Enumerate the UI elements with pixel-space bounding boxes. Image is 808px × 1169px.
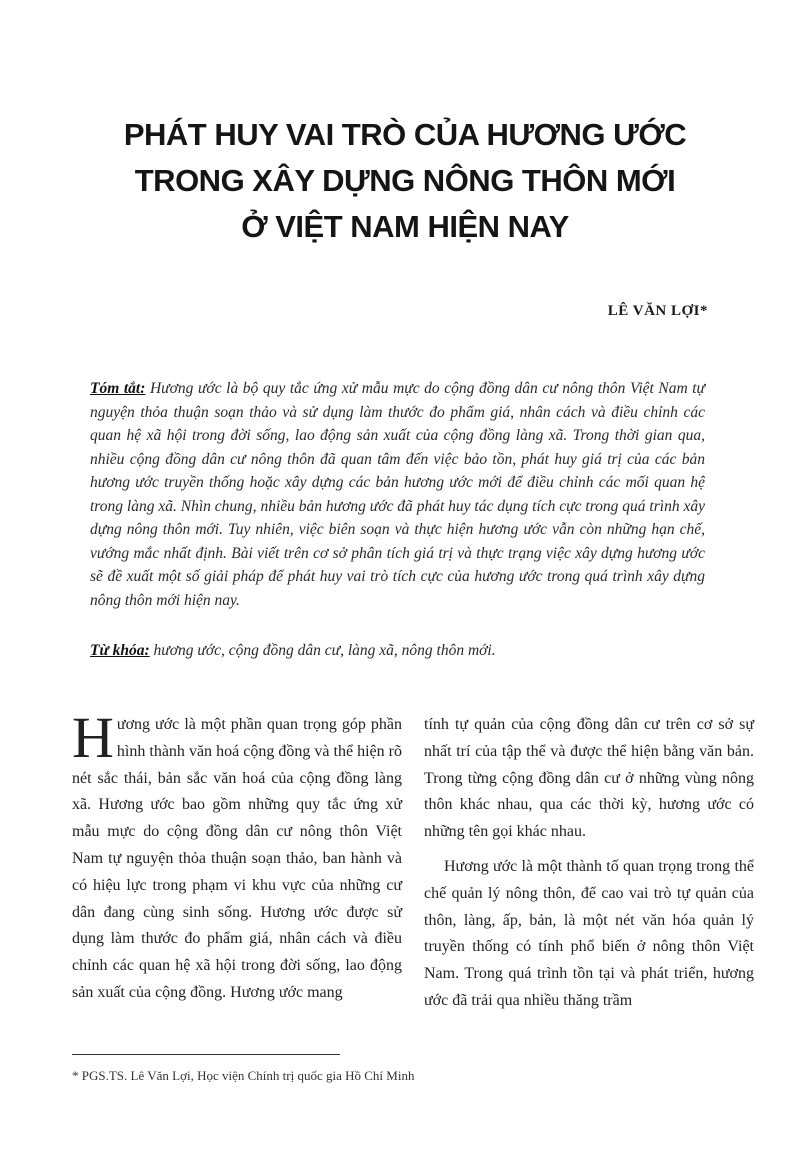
keywords-text: hương ước, cộng đồng dân cư, làng xã, nông thôn mới. — [153, 642, 496, 659]
body-paragraph-2: Hương ước là một thành tố quan trọng trong thể chế quản lý nông thôn, để cao vai trò tự quản của thôn, làng, ấp, bản, là một nét văn hóa quản lý truyền thống có tính phổ biến ở nông thôn Việt Nam. Trong quá trình tồn tại và phát triển, hương ước đã trải qua nhiều thăng trầm — [424, 857, 754, 1009]
body-paragraph-1-text: ương ước là một phần quan trọng góp phần hình thành văn hoá cộng đồng và thể hiện rõ nét sắc thái, bản sắc văn hoá của cộng đồng làng xã. Hương ước bao gồm những quy tắc ứng xử mẫu mực do cộng đồng dân cư nông thôn Việt Nam tự nguyện thỏa thuận soạn thảo, ban hành và có hiệu lực trong phạm vi khu vực của những cư dân đang cùng sinh sống. Hương ước được sử dụng làm thước đo phẩm giá, nhân cách và điều chỉnh các quan hệ xã hội trong đời sống, lao động sản xuất của cộng đồng. Hương ước mang — [72, 716, 402, 1001]
author-name: LÊ VĂN LỢI* — [607, 303, 708, 319]
keywords — [90, 639, 705, 663]
title-line-2: TRONG XÂY DỰNG NÔNG THÔN MỚI — [134, 163, 676, 198]
body-paragraph-1 — [72, 705, 402, 1007]
abstract — [90, 377, 705, 612]
title-line-1: PHÁT HUY VAI TRÒ CỦA HƯƠNG ƯỚC — [123, 117, 687, 152]
body-paragraph-1-continued: tính tự quản của cộng đồng dân cư trên cơ sở sự nhất trí của tập thể và được thể hiện bằng văn bản. Trong từng cộng đồng dân cư ở những vùng nông thôn khác nhau, qua các thời kỳ, hương ước có những tên gọi khác nhau. — [424, 716, 754, 841]
abstract-label: Tóm tắt: — [90, 380, 146, 397]
drop-cap: H — [72, 705, 114, 770]
keywords-label: Từ khóa: — [90, 642, 150, 659]
body-column-left — [72, 705, 402, 1007]
body-column-right — [424, 712, 754, 1015]
abstract-text: Hương ước là bộ quy tắc ứng xử mẫu mực do cộng đồng dân cư nông thôn Việt Nam tự nguyện thỏa thuận soạn thảo và sử dụng làm thước đo phẩm giá, nhân cách và điều chỉnh các quan hệ xã hội trong đời sống, lao động sản xuất của cộng đồng làng xã. Trong thời gian qua, nhiều cộng đồng dân cư nông thôn đã quan tâm đến việc bảo tồn, phát huy giá trị của các bản hương ước truyền thống hoặc xây dựng các bản hương ước mới để điều chỉnh các mối quan hệ trong làng xã. Nhìn chung, nhiều bản hương ước đã phát huy tác dụng tích cực trong quá trình xây dựng nông thôn mới. Tuy nhiên, việc biên soạn và thực hiện hương ước vẫn còn những hạn chế, vướng mắc nhất định. Bài viết trên cơ sở phân tích giá trị và thực trạng việc xây dựng hương ước sẽ đề xuất một số giải pháp để phát huy vai trò tích cực của hương ước trong quá trình xây dựng nông thôn mới hiện nay. — [90, 380, 706, 609]
article-title — [60, 112, 750, 250]
footnote-divider — [72, 1054, 340, 1055]
title-line-3: Ở VIỆT NAM HIỆN NAY — [241, 209, 569, 244]
footnote: * PGS.TS. Lê Văn Lợi, Học viện Chính trị quốc gia Hồ Chí Minh — [72, 1068, 415, 1083]
